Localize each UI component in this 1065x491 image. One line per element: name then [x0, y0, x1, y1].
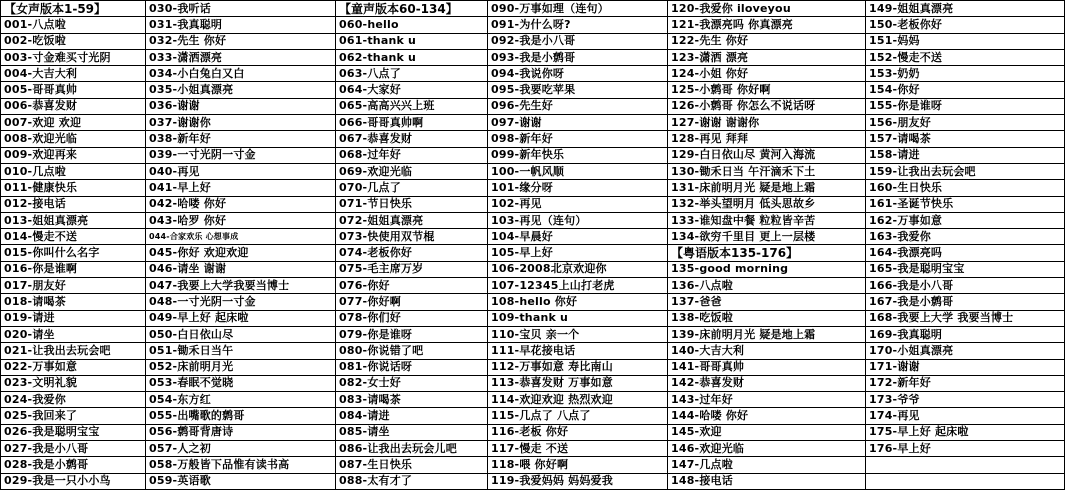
- table-row: [1, 180, 1065, 196]
- phrase-cell: 102-再见: [488, 196, 668, 212]
- phrase-cell: 152-慢走不送: [866, 49, 1065, 65]
- phrase-cell: 033-潇洒漂亮: [146, 49, 336, 65]
- phrase-cell: 012-接电话: [1, 196, 146, 212]
- phrase-cell: 121-我漂亮吗 你真漂亮: [668, 17, 866, 33]
- phrase-cell: 031-我真聪明: [146, 17, 336, 33]
- phrase-cell: 091-为什么呀?: [488, 17, 668, 33]
- table-row: [1, 98, 1065, 114]
- phrase-cell: 163-我爱你: [866, 229, 1065, 245]
- phrase-cell: 006-恭喜发财: [1, 98, 146, 114]
- phrase-cell: 101-缘分呀: [488, 180, 668, 196]
- phrase-cell: 133-谁知盘中餐 粒粒皆辛苦: [668, 212, 866, 228]
- phrase-cell: 042-哈喽 你好: [146, 196, 336, 212]
- phrase-cell: 049-早上好 起床啦: [146, 310, 336, 326]
- phrase-cell: 134-欲穷千里目 更上一层楼: [668, 229, 866, 245]
- phrase-cell: 014-慢走不送: [1, 229, 146, 245]
- phrase-cell: 032-先生 你好: [146, 33, 336, 49]
- phrase-cell: 029-我是一只小小鸟: [1, 473, 146, 489]
- phrase-cell: 025-我回来了: [1, 408, 146, 424]
- phrase-cell: 094-我说你呀: [488, 66, 668, 82]
- phrase-cell: 068-过年好: [336, 147, 488, 163]
- phrase-cell: 109-thank u: [488, 310, 668, 326]
- phrase-cell: 053-春眠不觉晓: [146, 375, 336, 391]
- phrase-cell: 063-八点了: [336, 66, 488, 82]
- phrase-cell: 165-我是聪明宝宝: [866, 261, 1065, 277]
- phrase-cell: 120-我爱你 iloveyou: [668, 1, 866, 17]
- phrase-cell: 075-毛主席万岁: [336, 261, 488, 277]
- phrase-cell: 127-谢谢 谢谢你: [668, 115, 866, 131]
- phrase-cell: 067-恭喜发财: [336, 131, 488, 147]
- phrase-cell: [866, 457, 1065, 473]
- phrase-cell: 113-恭喜发财 万事如意: [488, 375, 668, 391]
- phrase-cell: 128-再见 拜拜: [668, 131, 866, 147]
- phrase-cell: 097-谢谢: [488, 115, 668, 131]
- phrase-cell: 106-2008北京欢迎你: [488, 261, 668, 277]
- phrase-cell: 126-小鹩哥 你怎么不说话呀: [668, 98, 866, 114]
- phrase-cell: 007-欢迎 欢迎: [1, 115, 146, 131]
- phrase-cell: 010-几点啦: [1, 163, 146, 179]
- table-row: [1, 17, 1065, 33]
- table-row: [1, 212, 1065, 228]
- phrase-cell: 168-我要上大学 我要当博士: [866, 310, 1065, 326]
- phrase-cell: 051-锄禾日当午: [146, 343, 336, 359]
- phrase-cell: 015-你叫什么名字: [1, 245, 146, 261]
- phrase-cell: 096-先生好: [488, 98, 668, 114]
- phrase-cell: 176-早上好: [866, 441, 1065, 457]
- table-row: [1, 424, 1065, 440]
- phrase-cell: 136-八点啦: [668, 278, 866, 294]
- phrase-cell: 108-hello 你好: [488, 294, 668, 310]
- table-row: [1, 408, 1065, 424]
- phrase-cell: 085-请坐: [336, 424, 488, 440]
- phrase-cell: 040-再见: [146, 163, 336, 179]
- phrase-cell: 148-接电话: [668, 473, 866, 489]
- table-row: [1, 294, 1065, 310]
- phrase-cell: 045-你好 欢迎欢迎: [146, 245, 336, 261]
- phrase-cell: 171-谢谢: [866, 359, 1065, 375]
- phrase-cell: 035-小姐真漂亮: [146, 82, 336, 98]
- phrase-cell: 151-妈妈: [866, 33, 1065, 49]
- phrase-cell: 135-good morning: [668, 261, 866, 277]
- phrase-cell: 156-朋友好: [866, 115, 1065, 131]
- phrase-cell: 047-我要上大学我要当博士: [146, 278, 336, 294]
- phrase-cell: 011-健康快乐: [1, 180, 146, 196]
- phrase-cell: 020-请坐: [1, 326, 146, 342]
- phrase-cell: 009-欢迎再来: [1, 147, 146, 163]
- section-header-cell: 【童声版本60-134】: [336, 1, 488, 17]
- table-row: [1, 375, 1065, 391]
- phrase-cell: 065-高高兴兴上班: [336, 98, 488, 114]
- phrase-cell: 054-东方红: [146, 392, 336, 408]
- phrase-cell: 116-老板 你好: [488, 424, 668, 440]
- phrase-cell: 105-早上好: [488, 245, 668, 261]
- phrase-cell: 141-哥哥真帅: [668, 359, 866, 375]
- phrase-cell: 158-请进: [866, 147, 1065, 163]
- phrase-cell: 166-我是小八哥: [866, 278, 1065, 294]
- phrase-cell: 081-你说话呀: [336, 359, 488, 375]
- phrase-cell: 038-新年好: [146, 131, 336, 147]
- phrase-cell: 018-请喝茶: [1, 294, 146, 310]
- phrase-cell: 154-你好: [866, 82, 1065, 98]
- phrase-cell: 124-小姐 你好: [668, 66, 866, 82]
- table-row: [1, 196, 1065, 212]
- phrase-cell: 044-合家欢乐 心想事成: [146, 229, 336, 245]
- phrase-cell: 142-恭喜发财: [668, 375, 866, 391]
- table-row: [1, 343, 1065, 359]
- table-row: [1, 1, 1065, 17]
- phrase-cell: 057-人之初: [146, 441, 336, 457]
- table-row: [1, 278, 1065, 294]
- phrase-cell: 022-万事如意: [1, 359, 146, 375]
- phrase-cell: 118-喂 你好啊: [488, 457, 668, 473]
- phrase-cell: 123-潇洒 漂亮: [668, 49, 866, 65]
- phrase-cell: 139-床前明月光 疑是地上霜: [668, 326, 866, 342]
- phrase-cell: 131-床前明月光 疑是地上霜: [668, 180, 866, 196]
- phrase-cell: 162-万事如意: [866, 212, 1065, 228]
- phrase-cell: 041-早上好: [146, 180, 336, 196]
- phrase-cell: 149-姐姐真漂亮: [866, 1, 1065, 17]
- phrase-cell: 028-我是小鹩哥: [1, 457, 146, 473]
- phrase-cell: 164-我漂亮吗: [866, 245, 1065, 261]
- phrase-cell: 110-宝贝 亲一个: [488, 326, 668, 342]
- phrase-cell: 036-谢谢: [146, 98, 336, 114]
- phrase-cell: 004-大吉大利: [1, 66, 146, 82]
- phrase-cell: 117-慢走 不送: [488, 441, 668, 457]
- phrase-cell: 157-请喝茶: [866, 131, 1065, 147]
- phrase-cell: 001-八点啦: [1, 17, 146, 33]
- phrase-cell: 019-请进: [1, 310, 146, 326]
- phrase-cell: 079-你是谁呀: [336, 326, 488, 342]
- phrase-cell: 169-我真聪明: [866, 326, 1065, 342]
- phrase-cell: 174-再见: [866, 408, 1065, 424]
- phrase-cell: 073-快使用双节棍: [336, 229, 488, 245]
- phrase-cell: 130-锄禾日当 午汗滴禾下土: [668, 163, 866, 179]
- phrase-cell: 172-新年好: [866, 375, 1065, 391]
- phrase-cell: 069-欢迎光临: [336, 163, 488, 179]
- phrase-cell: 003-寸金难买寸光阴: [1, 49, 146, 65]
- phrase-cell: 034-小白兔白又白: [146, 66, 336, 82]
- phrase-cell: 144-哈喽 你好: [668, 408, 866, 424]
- phrase-cell: 072-姐姐真漂亮: [336, 212, 488, 228]
- phrase-cell: 104-早晨好: [488, 229, 668, 245]
- phrase-cell: 125-小鹩哥 你好啊: [668, 82, 866, 98]
- phrase-cell: 080-你说错了吧: [336, 343, 488, 359]
- phrase-cell: 064-大家好: [336, 82, 488, 98]
- section-header-cell: 【女声版本1-59】: [1, 1, 146, 17]
- phrase-cell: 159-让我出去玩会吧: [866, 163, 1065, 179]
- table-row: [1, 261, 1065, 277]
- phrase-cell: 099-新年快乐: [488, 147, 668, 163]
- phrase-cell: 150-老板你好: [866, 17, 1065, 33]
- table-row: [1, 147, 1065, 163]
- phrase-cell: 077-你好啊: [336, 294, 488, 310]
- phrase-cell: 056-鹩哥背唐诗: [146, 424, 336, 440]
- phrase-cell: 173-爷爷: [866, 392, 1065, 408]
- table-row: [1, 457, 1065, 473]
- phrase-cell: 115-几点了 八点了: [488, 408, 668, 424]
- phrase-cell: 138-吃饭啦: [668, 310, 866, 326]
- phrase-cell: 070-几点了: [336, 180, 488, 196]
- phrase-cell: 147-几点啦: [668, 457, 866, 473]
- phrase-cell: 013-姐姐真漂亮: [1, 212, 146, 228]
- table-row: [1, 66, 1065, 82]
- phrase-cell: 026-我是聪明宝宝: [1, 424, 146, 440]
- phrase-cell: 037-谢谢你: [146, 115, 336, 131]
- phrase-cell: 082-女士好: [336, 375, 488, 391]
- phrase-cell: 086-让我出去玩会儿吧: [336, 441, 488, 457]
- phrase-cell: 107-12345上山打老虎: [488, 278, 668, 294]
- phrase-cell: 132-举头望明月 低头思故乡: [668, 196, 866, 212]
- table-row: [1, 49, 1065, 65]
- phrase-cell: 167-我是小鹩哥: [866, 294, 1065, 310]
- table-row: [1, 359, 1065, 375]
- table-row: [1, 115, 1065, 131]
- table-row: [1, 326, 1065, 342]
- table-row: [1, 33, 1065, 49]
- phrase-cell: 052-床前明月光: [146, 359, 336, 375]
- phrase-cell: 170-小姐真漂亮: [866, 343, 1065, 359]
- table-row: [1, 229, 1065, 245]
- table-row: [1, 473, 1065, 489]
- table-row: [1, 82, 1065, 98]
- phrase-cell: 160-生日快乐: [866, 180, 1065, 196]
- phrase-cell: 175-早上好 起床啦: [866, 424, 1065, 440]
- phrase-cell: 103-再见（连句）: [488, 212, 668, 228]
- phrase-cell: 017-朋友好: [1, 278, 146, 294]
- phrase-cell: 039-一寸光阴一寸金: [146, 147, 336, 163]
- phrase-cell: 076-你好: [336, 278, 488, 294]
- phrase-cell: 030-我听话: [146, 1, 336, 17]
- phrase-cell: 090-万事如理（连句）: [488, 1, 668, 17]
- phrase-cell: 153-奶奶: [866, 66, 1065, 82]
- phrase-cell: 140-大吉大利: [668, 343, 866, 359]
- phrase-cell: 074-老板你好: [336, 245, 488, 261]
- phrase-cell: 119-我爱妈妈 妈妈爱我: [488, 473, 668, 489]
- phrase-cell: 098-新年好: [488, 131, 668, 147]
- table-row: [1, 392, 1065, 408]
- phrase-cell: 114-欢迎欢迎 热烈欢迎: [488, 392, 668, 408]
- phrase-cell: 095-我要吃苹果: [488, 82, 668, 98]
- phrase-cell: 024-我爱你: [1, 392, 146, 408]
- phrase-cell: 002-吃饭啦: [1, 33, 146, 49]
- phrase-cell: 008-欢迎光临: [1, 131, 146, 147]
- phrase-cell: 021-让我出去玩会吧: [1, 343, 146, 359]
- phrase-cell: 023-文明礼貌: [1, 375, 146, 391]
- phrase-cell: 016-你是谁啊: [1, 261, 146, 277]
- phrase-cell: 093-我是小鹩哥: [488, 49, 668, 65]
- phrase-cell: 145-欢迎: [668, 424, 866, 440]
- phrase-cell: 092-我是小八哥: [488, 33, 668, 49]
- phrase-cell: 146-欢迎光临: [668, 441, 866, 457]
- table-row: [1, 131, 1065, 147]
- phrase-cell: 083-请喝茶: [336, 392, 488, 408]
- phrase-cell: 027-我是小八哥: [1, 441, 146, 457]
- phrase-cell: 043-哈罗 你好: [146, 212, 336, 228]
- phrase-cell: 111-早花接电话: [488, 343, 668, 359]
- phrase-cell: 100-一帆风顺: [488, 163, 668, 179]
- phrase-cell: 137-爸爸: [668, 294, 866, 310]
- phrase-cell: 084-请进: [336, 408, 488, 424]
- phrase-cell: [866, 473, 1065, 489]
- phrase-cell: 005-哥哥真帅: [1, 82, 146, 98]
- phrase-cell: 055-出嘴歌的鹩哥: [146, 408, 336, 424]
- phrase-cell: 059-英语歌: [146, 473, 336, 489]
- phrase-cell: 087-生日快乐: [336, 457, 488, 473]
- phrase-cell: 078-你们好: [336, 310, 488, 326]
- phrase-cell: 129-白日依山尽 黄河入海流: [668, 147, 866, 163]
- phrase-cell: 046-请坐 谢谢: [146, 261, 336, 277]
- phrase-cell: 143-过年好: [668, 392, 866, 408]
- phrase-cell: 050-白日依山尽: [146, 326, 336, 342]
- section-header-cell: 【粤语版本135-176】: [668, 245, 866, 261]
- table-row: [1, 310, 1065, 326]
- phrase-cell: 048-一寸光阴一寸金: [146, 294, 336, 310]
- table-row: [1, 441, 1065, 457]
- phrase-cell: 061-thank u: [336, 33, 488, 49]
- table-row: [1, 245, 1065, 261]
- phrase-cell: 071-节日快乐: [336, 196, 488, 212]
- table-row: [1, 163, 1065, 179]
- phrase-cell: 155-你是谁呀: [866, 98, 1065, 114]
- phrase-cell: 060-hello: [336, 17, 488, 33]
- phrase-cell: 122-先生 你好: [668, 33, 866, 49]
- phrase-cell: 066-哥哥真帅啊: [336, 115, 488, 131]
- phrase-cell: 161-圣诞节快乐: [866, 196, 1065, 212]
- phrase-cell: 062-thank u: [336, 49, 488, 65]
- phrase-cell: 112-万事如意 寿比南山: [488, 359, 668, 375]
- phrase-cell: 058-万般皆下品惟有读书高: [146, 457, 336, 473]
- phrase-cell: 088-太有才了: [336, 473, 488, 489]
